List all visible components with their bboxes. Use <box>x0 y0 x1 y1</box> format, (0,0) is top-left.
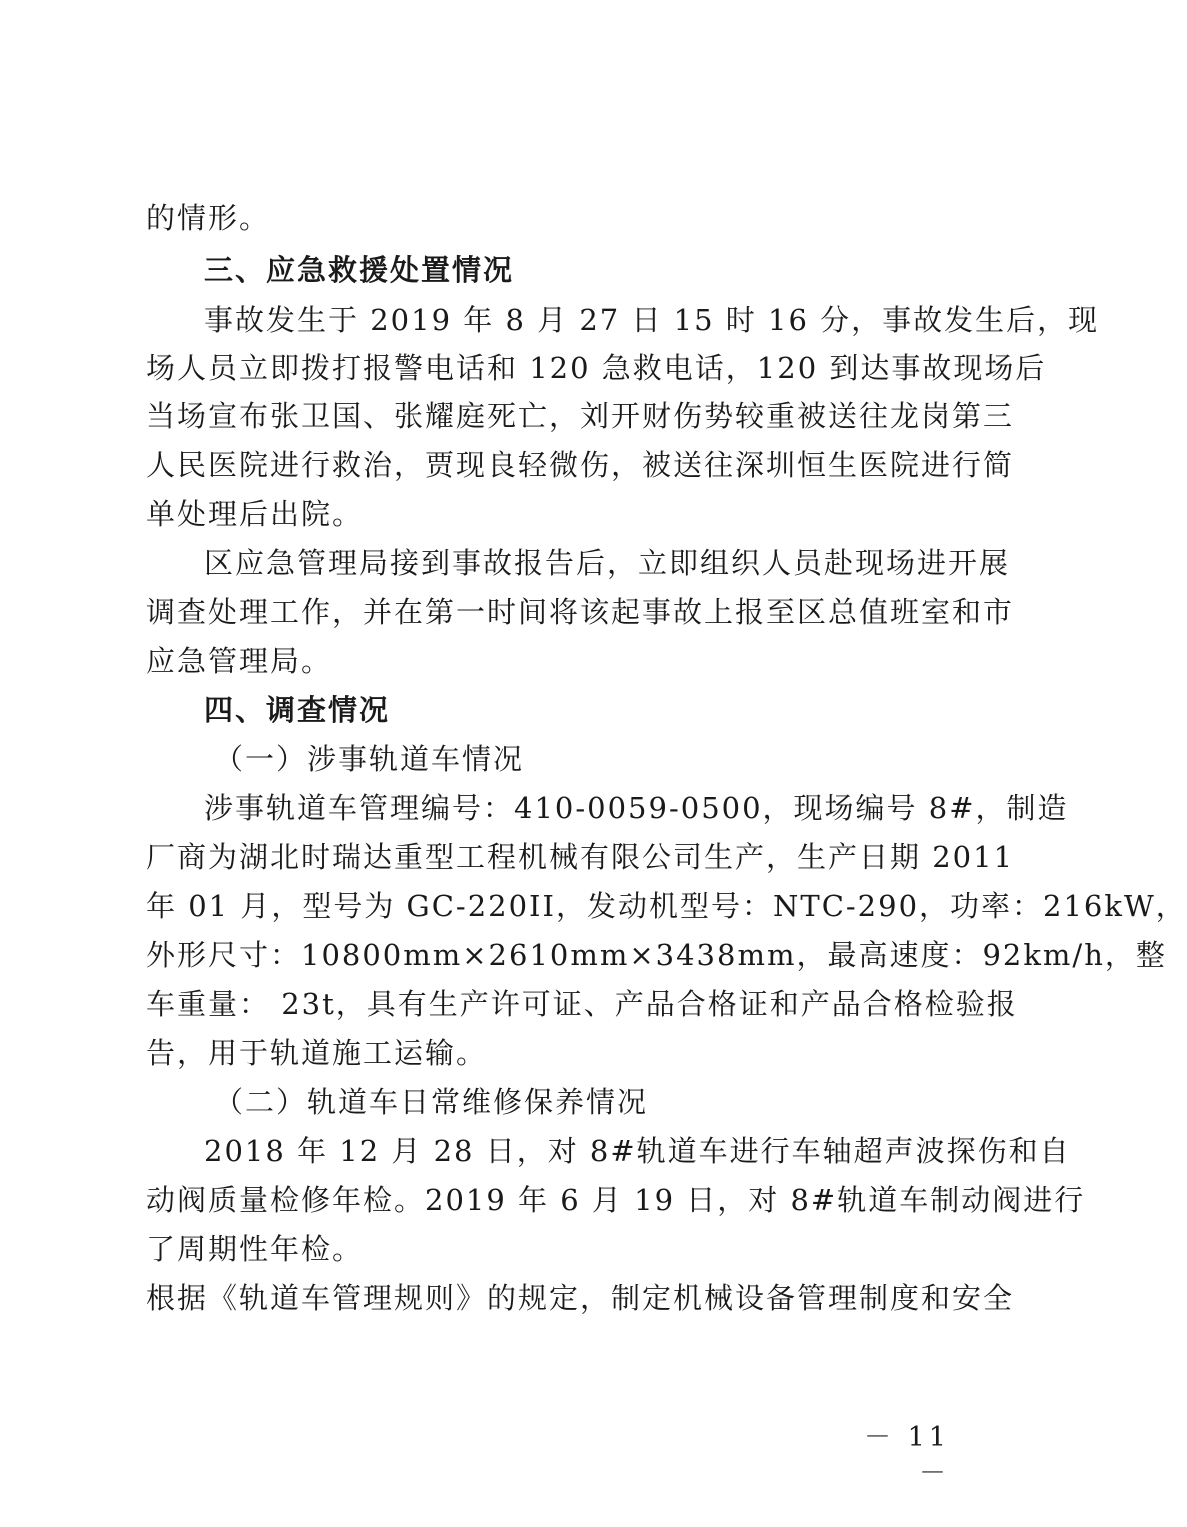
subsection-heading-maintenance: （二）轨道车日常维修保养情况 <box>214 1085 649 1119</box>
body-line: 涉事轨道车管理编号：410-0059-0500，现场编号 8#，制造 <box>204 791 1069 825</box>
body-line: 人民医院进行救治，贾现良轻微伤，被送往深圳恒生医院进行简 <box>146 448 1015 482</box>
section-heading-emergency-rescue: 三、应急救援处置情况 <box>204 253 515 287</box>
section-heading-investigation: 四、调查情况 <box>204 693 391 727</box>
body-line: 事故发生于 2019 年 8 月 27 日 15 时 16 分，事故发生后，现 <box>204 303 1100 337</box>
body-line: 动阀质量检修年检。2019 年 6 月 19 日，对 8#轨道车制动阀进行 <box>146 1183 1086 1217</box>
body-line: 单处理后出院。 <box>146 497 364 531</box>
subsection-heading-vehicle: （一）涉事轨道车情况 <box>214 742 525 776</box>
body-line: 根据《轨道车管理规则》的规定，制定机械设备管理制度和安全 <box>146 1281 1015 1315</box>
body-line: 年 01 月，型号为 GC-220II，发动机型号：NTC-290，功率：216kW， <box>146 889 1187 923</box>
page-number: － 11 － <box>864 1422 950 1489</box>
body-line: 厂商为湖北时瑞达重型工程机械有限公司生产，生产日期 2011 <box>146 840 1015 874</box>
body-line: 当场宣布张卫国、张耀庭死亡，刘开财伤势较重被送往龙岗第三 <box>146 399 1015 433</box>
body-line: 的情形。 <box>146 201 271 235</box>
body-line: 场人员立即拨打报警电话和 120 急救电话，120 到达事故现场后 <box>146 351 1047 385</box>
body-line: 告，用于轨道施工运输。 <box>146 1036 488 1070</box>
body-line: 调查处理工作，并在第一时间将该起事故上报至区总值班室和市 <box>146 595 1015 629</box>
body-line: 了周期性年检。 <box>146 1232 364 1266</box>
body-line: 区应急管理局接到事故报告后，立即组织人员赴现场进开展 <box>204 546 1011 580</box>
body-line: 车重量： 23t，具有生产许可证、产品合格证和产品合格检验报 <box>146 987 1018 1021</box>
body-line: 外形尺寸：10800mm×2610mm×3438mm，最高速度：92km/h，整 <box>146 938 1167 972</box>
body-line: 2018 年 12 月 28 日，对 8#轨道车进行车轴超声波探伤和自 <box>204 1134 1071 1168</box>
body-line: 应急管理局。 <box>146 644 333 678</box>
